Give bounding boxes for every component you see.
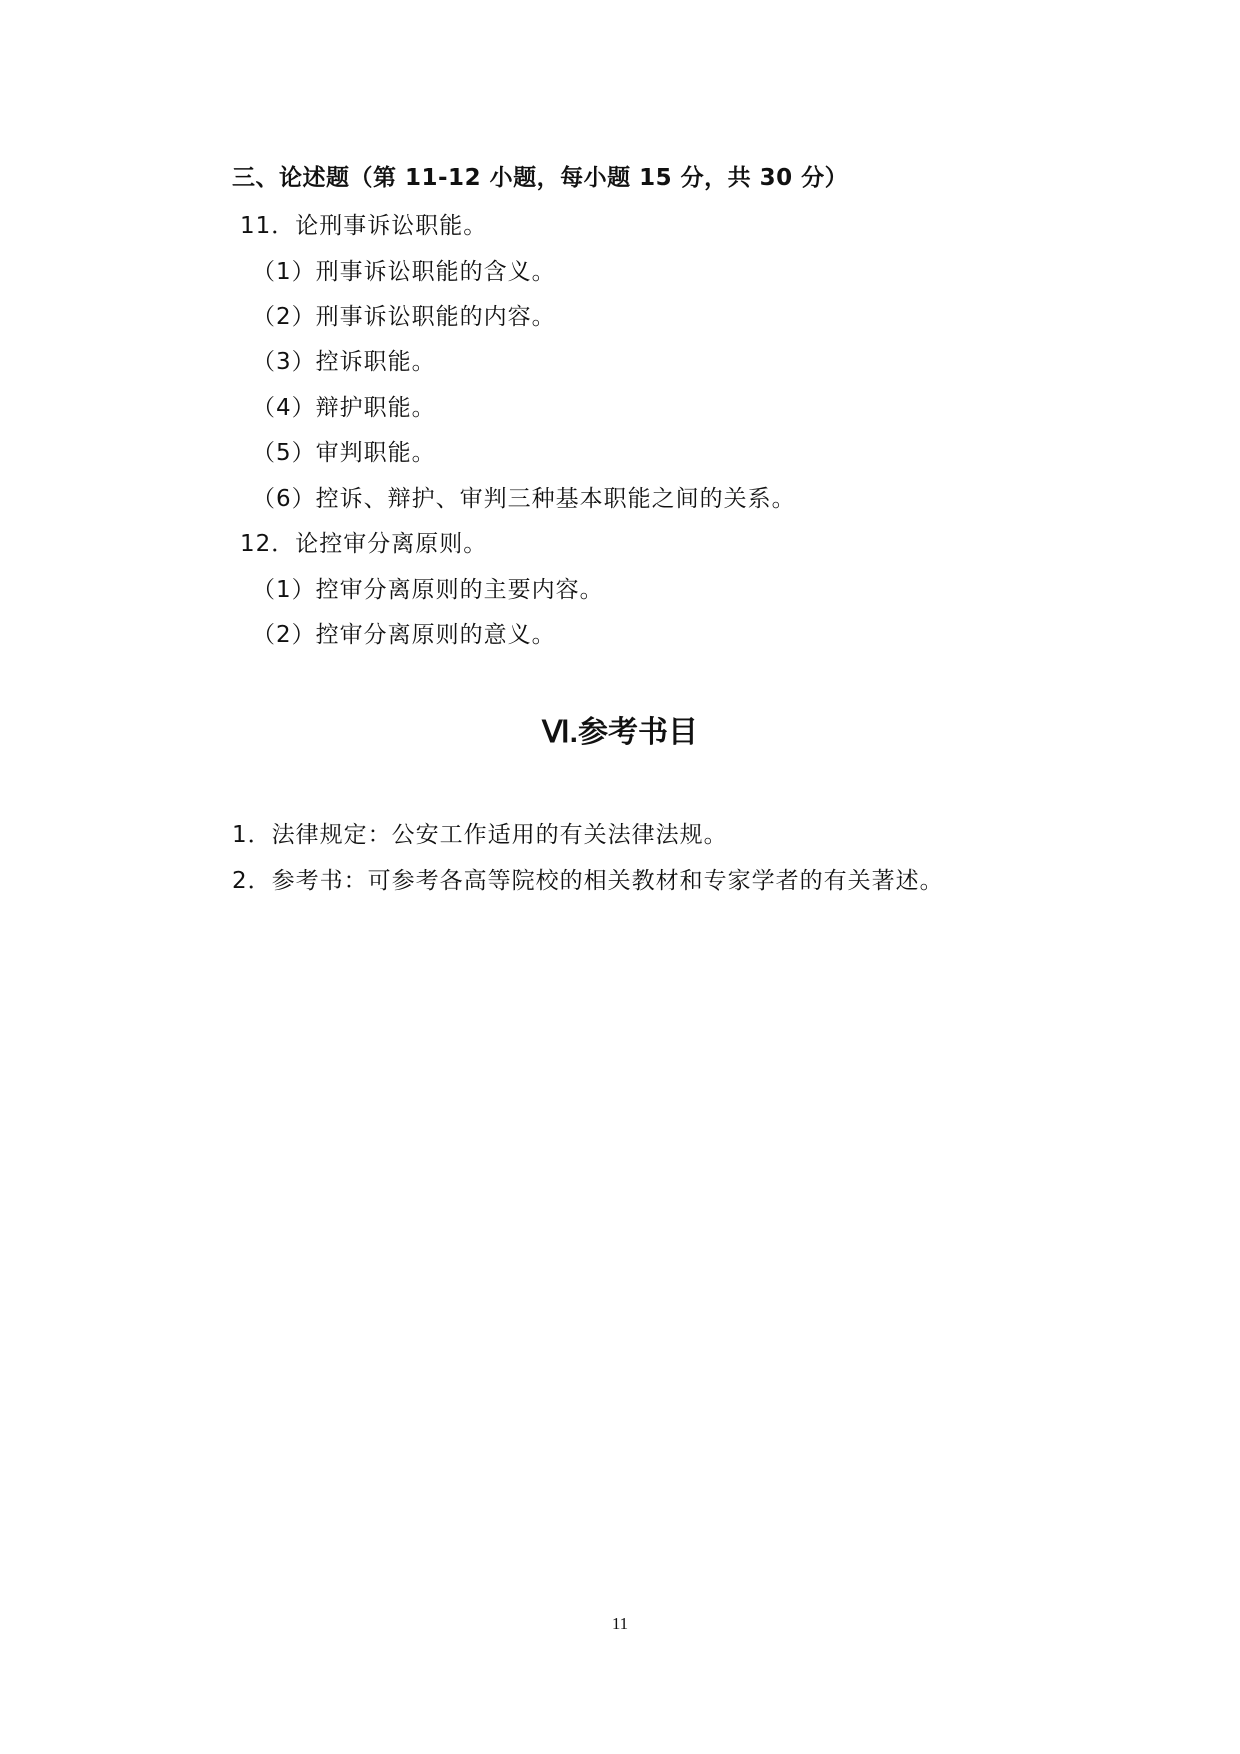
question-11-title: 11．论刑事诉讼职能。 (240, 213, 488, 239)
question-12-title: 12．论控审分离原则。 (240, 531, 488, 557)
reference-item: 2．参考书：可参考各高等院校的相关教材和专家学者的有关著述。 (232, 868, 944, 894)
references-heading: Ⅵ.参考书目 (541, 716, 698, 749)
question-11-item: （2）刑事诉讼职能的内容。 (252, 304, 556, 330)
question-11-item: （5）审判职能。 (252, 440, 436, 466)
reference-item: 1．法律规定：公安工作适用的有关法律法规。 (232, 822, 728, 848)
question-11-item: （1）刑事诉讼职能的含义。 (252, 259, 556, 285)
question-11-item: （4）辩护职能。 (252, 395, 436, 421)
page-number: 11 (611, 1614, 629, 1633)
question-11-item: （3）控诉职能。 (252, 349, 436, 375)
question-12-item: （1）控审分离原则的主要内容。 (252, 577, 604, 603)
section-heading-essay: 三、论述题（第 11-12 小题，每小题 15 分，共 30 分） (232, 165, 849, 191)
question-12-item: （2）控审分离原则的意义。 (252, 622, 556, 648)
question-11-item: （6）控诉、辩护、审判三种基本职能之间的关系。 (252, 486, 796, 512)
